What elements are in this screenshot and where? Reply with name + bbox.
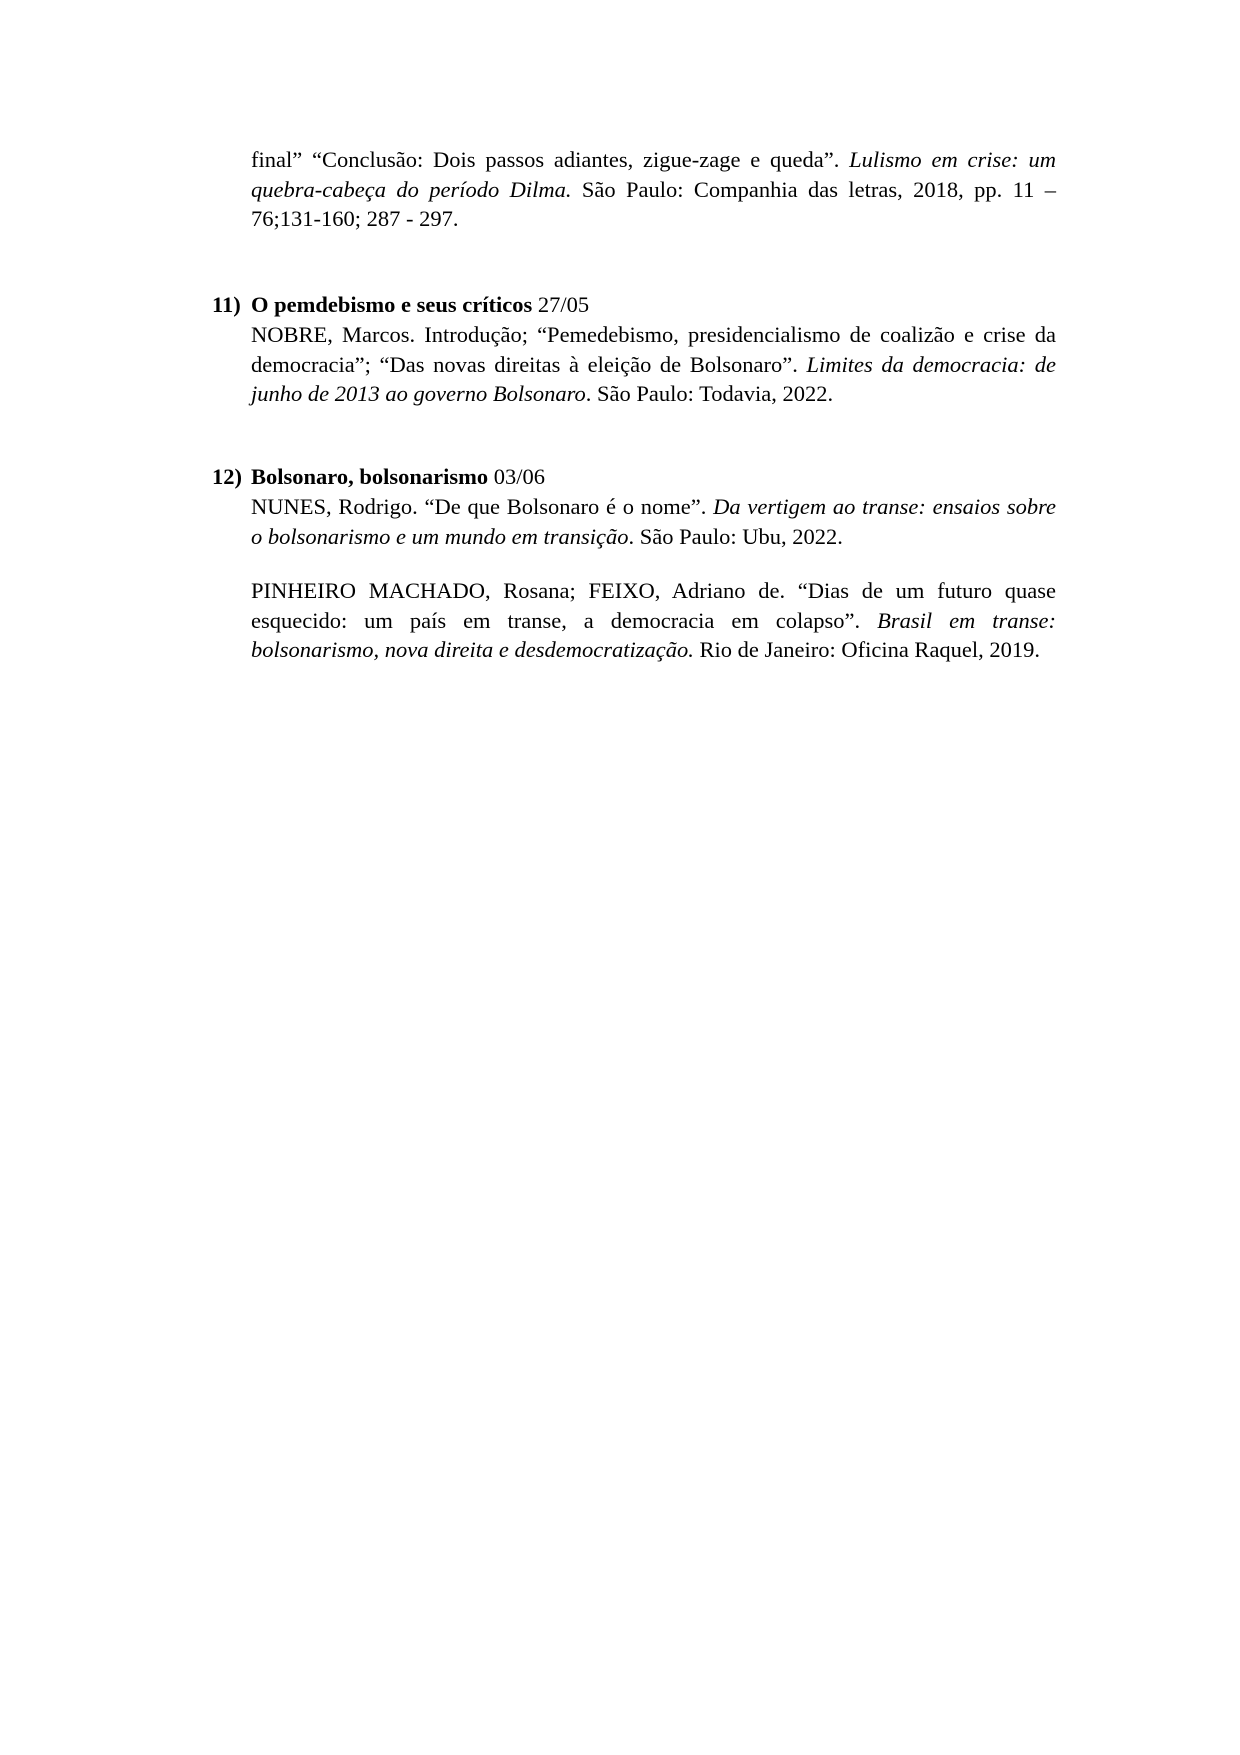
ref-text: PINHEIRO MACHADO, Rosana; FEIXO, Adriano de. “Dias de um futuro quase esquecido: um país em transe, a democracia em colapso”. <box>251 578 1056 633</box>
ref-title-italic: Brasil em transe: bolsonarismo, nova direita e desdemocratização. <box>251 607 1056 663</box>
reference-entry <box>251 492 1056 551</box>
ref-text: NOBRE, Marcos. Introdução; “Pemedebismo, presidencialismo de coalizão e crise da democracia”; “Das novas direitas à eleição de Bolsonaro”. <box>251 322 1056 377</box>
reference-continuation <box>251 145 1056 234</box>
ref-text: final” “Conclusão: Dois passos adiantes, zigue-zage e queda”. <box>251 147 850 172</box>
section-number: 12) <box>212 464 242 489</box>
ref-text: NUNES, Rodrigo. “De que Bolsonaro é o nome”. <box>251 494 714 519</box>
reference-entry <box>251 576 1056 665</box>
section-heading-12 <box>212 462 545 492</box>
section-title: Bolsonaro, bolsonarismo <box>251 464 489 489</box>
section-heading-11 <box>212 290 589 320</box>
ref-title-italic: Da vertigem ao transe: ensaios sobre o bolsonarismo e um mundo em transição <box>251 494 1056 549</box>
section-date: 03/06 <box>488 464 546 489</box>
ref-text: Rio de Janeiro: Oficina Raquel, 2019. <box>693 637 1041 663</box>
ref-text: . São Paulo: Ubu, 2022. <box>628 523 843 549</box>
ref-title-italic: Limites da democracia: de junho de 2013 ao governo Bolsonaro <box>251 351 1056 407</box>
ref-text: . São Paulo: Todavia, 2022. <box>585 381 834 407</box>
section-date: 27/05 <box>532 292 590 317</box>
reference-entry <box>251 320 1056 409</box>
ref-text: São Paulo: Companhia das letras, 2018, pp. 11 – 76;131-160; 287 - 297. <box>251 176 1056 232</box>
section-number: 11) <box>212 292 241 317</box>
ref-title-italic: Lulismo em crise: um quebra-cabeça do período Dilma. <box>251 147 1057 202</box>
section-title: O pemdebismo e seus críticos <box>251 292 533 317</box>
